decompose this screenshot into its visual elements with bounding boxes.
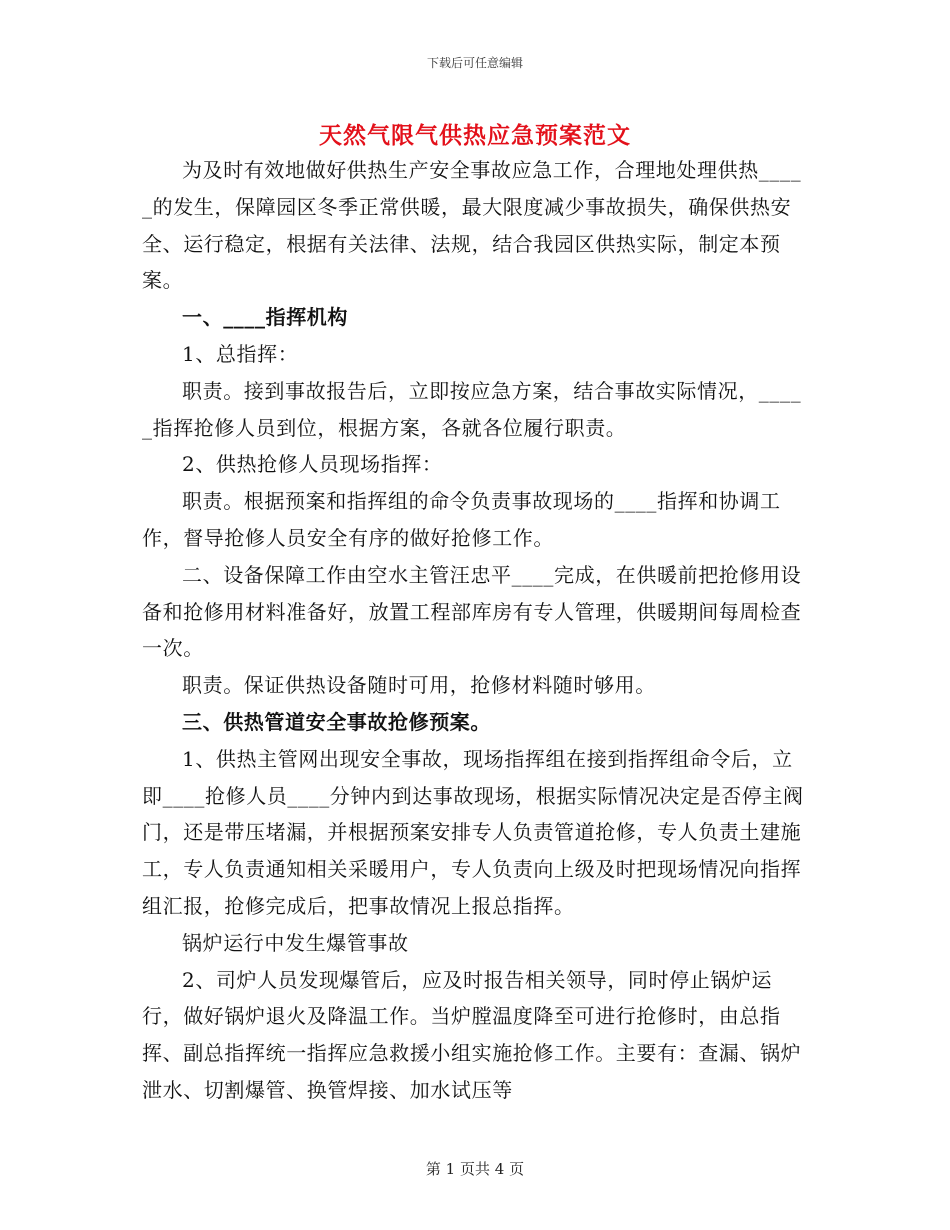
document-title: 天然气限气供热应急预案范文: [319, 122, 631, 149]
intro-paragraph: 为及时有效地做好供热生产安全事故应急工作，合理地处理供热_____的发生，保障园区冬季正常供暖，最大限度减少事故损失，确保供热安全、运行稳定，根据有关法律、法规，结合我园区供热实际，制定本预案。: [142, 158, 802, 293]
subheading-commander: 1、总指挥：: [182, 341, 299, 366]
paragraph-boiler-plan: 2、司炉人员发现爆管后，应及时报告相关领导，同时停止锅炉运行，做好锅炉退火及降温工作。当炉膛温度降至可进行抢修时，由总指挥、副总指挥统一指挥应急救援小组实施抢修工作。主要有：查漏、锅炉泄水、切割爆管、换管焊接、加水试压等: [142, 967, 802, 1102]
document-body: [142, 152, 808, 1109]
paragraph-equipment-duty: 职责。保证供热设备随时可用，抢修材料随时够用。: [182, 673, 656, 698]
page-footer: 第 1 页共 4 页: [425, 1160, 525, 1178]
subheading-site-commander: 2、供热抢修人员现场指挥：: [182, 452, 443, 477]
page-header: 下载后可任意编辑: [426, 56, 523, 70]
paragraph-site-commander-duty: 职责。根据预案和指挥组的命令负责事故现场的____指挥和协调工作，督导抢修人员安全有序的做好抢修工作。: [142, 489, 781, 550]
section-heading-3: 三、供热管道安全事故抢修预案。: [182, 709, 491, 734]
paragraph-pipeline-plan: 1、供热主管网出现安全事故，现场指挥组在接到指挥组命令后，立即____抢修人员____分钟内到达事故现场，根据实际情况决定是否停主阀门，还是带压堵漏，并根据预案安排专人负责管道抢修，专人负责土建施工，专人负责通知相关采暖用户，专人负责向上级及时把现场情况向指挥组汇报，抢修完成后，把事故情况上报总指挥。: [142, 746, 804, 918]
section-paragraph-2: 二、设备保障工作由空水主管汪忠平____完成，在供暖前把抢修用设备和抢修用材料准备好，放置工程部库房有专人管理，供暖期间每周检查一次。: [142, 562, 802, 661]
subheading-boiler-burst: 锅炉运行中发生爆管事故: [182, 930, 409, 955]
section-heading-1: 一、____指挥机构: [182, 305, 348, 330]
paragraph-commander-duty: 职责。接到事故报告后，立即按应急方案，结合事故实际情况，_____指挥抢修人员到位，根据方案，各就各位履行职责。: [142, 378, 802, 440]
